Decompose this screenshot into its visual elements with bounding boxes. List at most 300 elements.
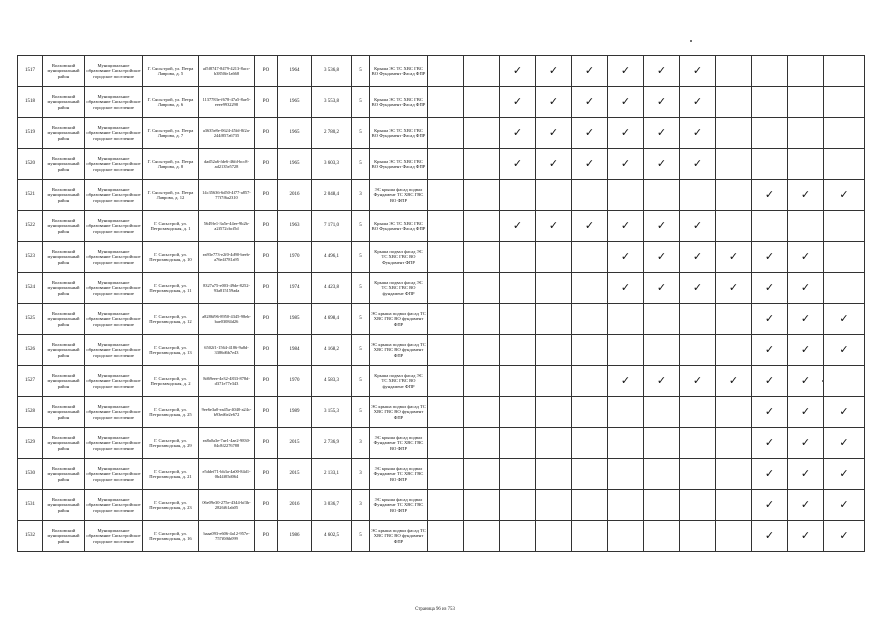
cell-year: 1970 bbox=[278, 242, 312, 273]
cell-address: Г. Сясьстрой, ул. Петрозаводская, д. 25 bbox=[143, 397, 199, 428]
checkmark-icon: ✓ bbox=[839, 467, 849, 480]
work-check-cell bbox=[608, 335, 644, 366]
cell-district: Волховский муниципальный район bbox=[43, 149, 85, 180]
cell-year: 2015 bbox=[278, 428, 312, 459]
work-check-cell bbox=[788, 149, 824, 180]
cell-address: Г. Сясьстрой, ул. Петрозаводская, д. 21 bbox=[143, 459, 199, 490]
cell-year: 1989 bbox=[278, 397, 312, 428]
cell-address: Г. Сясьстрой, ул. Петра Лаврова, д. 8 bbox=[143, 149, 199, 180]
cell-district: Волховский муниципальный район bbox=[43, 521, 85, 552]
work-check-cell bbox=[824, 490, 865, 521]
cell-area: 2 780,2 bbox=[312, 118, 352, 149]
cell-settlement: Муниципальное образование Сясьстройское городское поселение bbox=[85, 335, 143, 366]
work-check-cell bbox=[824, 366, 865, 397]
work-check-cell bbox=[824, 459, 865, 490]
work-check-cell bbox=[716, 118, 752, 149]
work-check-cell bbox=[644, 87, 680, 118]
work-check-cell bbox=[644, 428, 680, 459]
work-check-cell bbox=[680, 459, 716, 490]
work-check-cell bbox=[464, 180, 500, 211]
cell-district: Волховский муниципальный район bbox=[43, 87, 85, 118]
work-check-cell bbox=[644, 335, 680, 366]
table-row bbox=[18, 242, 865, 273]
checkmark-icon: ✓ bbox=[839, 405, 849, 418]
work-check-cell bbox=[500, 521, 536, 552]
work-check-cell bbox=[464, 335, 500, 366]
work-check-cell bbox=[428, 428, 464, 459]
cell-year: 2016 bbox=[278, 180, 312, 211]
work-check-cell bbox=[608, 397, 644, 428]
work-check-cell bbox=[788, 87, 824, 118]
table-row bbox=[18, 335, 865, 366]
cell-works: ЭС крыша фасад подвал Фундамент ТС ХВС ГВС ВО ФПР bbox=[370, 459, 428, 490]
checkmark-icon: ✓ bbox=[656, 250, 667, 263]
cell-num: 1532 bbox=[18, 521, 43, 552]
checkmark-icon: ✓ bbox=[548, 64, 559, 77]
cell-type: РО bbox=[255, 87, 278, 118]
work-check-cell bbox=[788, 180, 824, 211]
cell-district: Волховский муниципальный район bbox=[43, 397, 85, 428]
work-check-cell bbox=[608, 118, 644, 149]
work-check-cell bbox=[608, 366, 644, 397]
checkmark-icon: ✓ bbox=[728, 374, 739, 387]
checkmark-icon: ✓ bbox=[692, 64, 703, 77]
work-check-cell bbox=[788, 397, 824, 428]
work-check-cell bbox=[716, 366, 752, 397]
page-number: Страница 96 из 753 bbox=[415, 607, 455, 612]
work-check-cell bbox=[824, 521, 865, 552]
checkmark-icon: ✓ bbox=[548, 95, 559, 108]
work-check-cell bbox=[464, 490, 500, 521]
work-check-cell bbox=[788, 211, 824, 242]
checkmark-icon: ✓ bbox=[584, 219, 595, 232]
cell-num: 1531 bbox=[18, 490, 43, 521]
cell-settlement: Муниципальное образование Сясьстройское городское поселение bbox=[85, 87, 143, 118]
checkmark-icon: ✓ bbox=[764, 374, 775, 387]
cell-address: Г. Сясьстрой, ул. Петрозаводская, д. 23 bbox=[143, 490, 199, 521]
work-check-cell bbox=[572, 118, 608, 149]
checkmark-icon: ✓ bbox=[692, 374, 703, 387]
work-check-cell bbox=[788, 459, 824, 490]
work-check-cell bbox=[752, 149, 788, 180]
work-check-cell bbox=[716, 459, 752, 490]
work-check-cell bbox=[428, 118, 464, 149]
checkmark-icon: ✓ bbox=[620, 219, 631, 232]
work-check-cell bbox=[428, 149, 464, 180]
work-check-cell bbox=[716, 149, 752, 180]
checkmark-icon: ✓ bbox=[656, 126, 667, 139]
table-row bbox=[18, 87, 865, 118]
cell-area: 4 583,3 bbox=[312, 366, 352, 397]
checkmark-icon: ✓ bbox=[656, 281, 667, 294]
work-check-cell bbox=[464, 366, 500, 397]
checkmark-icon: ✓ bbox=[764, 436, 775, 449]
cell-type: РО bbox=[255, 149, 278, 180]
cell-area: 4 698,4 bbox=[312, 304, 352, 335]
work-check-cell bbox=[572, 56, 608, 87]
table-row bbox=[18, 149, 865, 180]
work-check-cell bbox=[752, 366, 788, 397]
work-check-cell bbox=[464, 304, 500, 335]
work-check-cell bbox=[680, 87, 716, 118]
cell-works: Крыша подвал фасад ЭС ТС ХВС ГВС ВО фундамент ФПР bbox=[370, 366, 428, 397]
work-check-cell bbox=[644, 459, 680, 490]
table-row bbox=[18, 366, 865, 397]
work-check-cell bbox=[572, 87, 608, 118]
cell-district: Волховский муниципальный район bbox=[43, 273, 85, 304]
work-check-cell bbox=[716, 87, 752, 118]
cell-works: Крыша ЭС ТС ХВС ГВС ВО Фундамент Фасад ФПР bbox=[370, 211, 428, 242]
work-check-cell bbox=[680, 366, 716, 397]
cell-year: 1970 bbox=[278, 366, 312, 397]
cell-floors: 3 bbox=[352, 428, 370, 459]
work-check-cell bbox=[572, 459, 608, 490]
cell-area: 4 168,2 bbox=[312, 335, 352, 366]
work-check-cell bbox=[644, 490, 680, 521]
work-check-cell bbox=[716, 304, 752, 335]
cell-num: 1525 bbox=[18, 304, 43, 335]
cell-floors: 3 bbox=[352, 180, 370, 211]
work-check-cell bbox=[788, 56, 824, 87]
cell-num: 1518 bbox=[18, 87, 43, 118]
work-check-cell bbox=[464, 118, 500, 149]
cell-works: ЭС крыша фасад подвал Фундамент ТС ХВС ГВС ВО ФПР bbox=[370, 428, 428, 459]
work-check-cell bbox=[824, 428, 865, 459]
work-check-cell bbox=[680, 335, 716, 366]
work-check-cell bbox=[428, 490, 464, 521]
cell-num: 1517 bbox=[18, 56, 43, 87]
work-check-cell bbox=[788, 490, 824, 521]
work-check-cell bbox=[752, 397, 788, 428]
work-check-cell bbox=[608, 304, 644, 335]
checkmark-icon: ✓ bbox=[512, 126, 523, 139]
checkmark-icon: ✓ bbox=[620, 64, 631, 77]
work-check-cell bbox=[500, 56, 536, 87]
cell-num: 1527 bbox=[18, 366, 43, 397]
cell-floors: 5 bbox=[352, 87, 370, 118]
work-check-cell bbox=[500, 366, 536, 397]
checkmark-icon: ✓ bbox=[620, 250, 631, 263]
work-check-cell bbox=[572, 304, 608, 335]
cell-address: Г. Сясьстрой, ул. Петрозаводская, д. 16 bbox=[143, 521, 199, 552]
cell-type: РО bbox=[255, 242, 278, 273]
work-check-cell bbox=[500, 180, 536, 211]
cell-area: 3 536,8 bbox=[312, 56, 352, 87]
checkmark-icon: ✓ bbox=[692, 281, 703, 294]
checkmark-icon: ✓ bbox=[839, 343, 849, 356]
work-check-cell bbox=[644, 273, 680, 304]
scan-speck bbox=[690, 40, 692, 42]
checkmark-icon: ✓ bbox=[764, 343, 775, 356]
work-check-cell bbox=[428, 273, 464, 304]
work-check-cell bbox=[500, 490, 536, 521]
cell-floors: 5 bbox=[352, 211, 370, 242]
work-check-cell bbox=[536, 273, 572, 304]
checkmark-icon: ✓ bbox=[584, 95, 595, 108]
work-check-cell bbox=[644, 242, 680, 273]
work-check-cell bbox=[824, 335, 865, 366]
cell-works: ЭС крыша подвал фасад ТС ХВС ГВС ВО фундамент ФПР bbox=[370, 335, 428, 366]
cell-floors: 5 bbox=[352, 366, 370, 397]
work-check-cell bbox=[824, 149, 865, 180]
cell-address: Г. Сясьстрой, ул. Петрозаводская, д. 29 bbox=[143, 428, 199, 459]
cell-uid: 9ee6e3a0-ea45a-4040-a24c-b93ed6e2e672 bbox=[199, 397, 255, 428]
work-check-cell bbox=[428, 180, 464, 211]
cell-floors: 5 bbox=[352, 521, 370, 552]
cell-area: 3 036,7 bbox=[312, 490, 352, 521]
cell-area: 2 133,1 bbox=[312, 459, 352, 490]
cell-type: РО bbox=[255, 521, 278, 552]
work-check-cell bbox=[644, 118, 680, 149]
scan-speck bbox=[822, 380, 824, 382]
work-check-cell bbox=[572, 366, 608, 397]
cell-type: РО bbox=[255, 335, 278, 366]
work-check-cell bbox=[428, 56, 464, 87]
work-check-cell bbox=[644, 397, 680, 428]
cell-works: ЭС крыша подвал фасад ТС ХВС ГВС ВО фундамент ФПР bbox=[370, 521, 428, 552]
work-check-cell bbox=[572, 397, 608, 428]
work-check-cell bbox=[464, 428, 500, 459]
cell-area: 4 496,1 bbox=[312, 242, 352, 273]
work-check-cell bbox=[608, 149, 644, 180]
cell-num: 1528 bbox=[18, 397, 43, 428]
cell-type: РО bbox=[255, 397, 278, 428]
work-check-cell bbox=[428, 459, 464, 490]
work-check-cell bbox=[788, 242, 824, 273]
cell-works: ЭС крыша подвал фасад ТС ХВС ГВС ВО фундамент ФПР bbox=[370, 397, 428, 428]
work-check-cell bbox=[428, 304, 464, 335]
work-check-cell bbox=[644, 211, 680, 242]
cell-uid: 8327a75-e003-49de-8252-93a815159ada bbox=[199, 273, 255, 304]
cell-address: Г. Сясьстрой, ул. Петрозаводская, д. 1 bbox=[143, 211, 199, 242]
checkmark-icon: ✓ bbox=[656, 157, 667, 170]
cell-floors: 5 bbox=[352, 56, 370, 87]
cell-area: 3 553,8 bbox=[312, 87, 352, 118]
work-check-cell bbox=[752, 118, 788, 149]
work-check-cell bbox=[572, 211, 608, 242]
work-check-cell bbox=[500, 335, 536, 366]
work-check-cell bbox=[428, 521, 464, 552]
work-check-cell bbox=[608, 428, 644, 459]
work-check-cell bbox=[428, 87, 464, 118]
work-check-cell bbox=[644, 56, 680, 87]
checkmark-icon: ✓ bbox=[764, 405, 775, 418]
table-row bbox=[18, 428, 865, 459]
cell-district: Волховский муниципальный район bbox=[43, 56, 85, 87]
work-check-cell bbox=[428, 335, 464, 366]
cell-district: Волховский муниципальный район bbox=[43, 211, 85, 242]
work-check-cell bbox=[716, 428, 752, 459]
cell-district: Волховский муниципальный район bbox=[43, 304, 85, 335]
checkmark-icon: ✓ bbox=[764, 250, 775, 263]
cell-year: 1984 bbox=[278, 335, 312, 366]
work-check-cell bbox=[464, 56, 500, 87]
work-check-cell bbox=[788, 118, 824, 149]
cell-type: РО bbox=[255, 366, 278, 397]
checkmark-icon: ✓ bbox=[800, 250, 811, 263]
work-check-cell bbox=[752, 242, 788, 273]
cell-num: 1523 bbox=[18, 242, 43, 273]
cell-address: Г. Сясьстрой, ул. Петрозаводская, д. 12 bbox=[143, 304, 199, 335]
work-check-cell bbox=[464, 521, 500, 552]
work-check-cell bbox=[572, 521, 608, 552]
work-check-cell bbox=[752, 87, 788, 118]
work-check-cell bbox=[428, 211, 464, 242]
work-check-cell bbox=[644, 304, 680, 335]
work-check-cell bbox=[536, 180, 572, 211]
work-check-cell bbox=[464, 397, 500, 428]
cell-floors: 5 bbox=[352, 335, 370, 366]
cell-type: РО bbox=[255, 211, 278, 242]
cell-address: Г. Сясьстрой, ул. Петрозаводская, д. 11 bbox=[143, 273, 199, 304]
work-check-cell bbox=[752, 428, 788, 459]
table-row bbox=[18, 211, 865, 242]
cell-works: ЭС крыша фасад подвал Фундамент ТС ХВС ГВС ВО ФПР bbox=[370, 490, 428, 521]
work-check-cell bbox=[608, 490, 644, 521]
work-check-cell bbox=[500, 428, 536, 459]
cell-floors: 5 bbox=[352, 304, 370, 335]
work-check-cell bbox=[680, 397, 716, 428]
work-check-cell bbox=[464, 211, 500, 242]
table-row bbox=[18, 397, 865, 428]
work-check-cell bbox=[680, 304, 716, 335]
cell-floors: 3 bbox=[352, 459, 370, 490]
checkmark-icon: ✓ bbox=[800, 498, 811, 511]
table-row bbox=[18, 490, 865, 521]
work-check-cell bbox=[608, 273, 644, 304]
cell-works: Крыша подвал фасад ЭС ТС ХВС ГВС ВО Фундамент ФПР bbox=[370, 242, 428, 273]
work-check-cell bbox=[680, 521, 716, 552]
checkmark-icon: ✓ bbox=[728, 250, 739, 263]
work-check-cell bbox=[608, 211, 644, 242]
cell-district: Волховский муниципальный район bbox=[43, 366, 85, 397]
cell-settlement: Муниципальное образование Сясьстройское городское поселение bbox=[85, 273, 143, 304]
cell-type: РО bbox=[255, 428, 278, 459]
cell-uid: 6502f1-1564-4186-9a8d-3386d6b7e43 bbox=[199, 335, 255, 366]
cell-district: Волховский муниципальный район bbox=[43, 242, 85, 273]
cell-address: Г. Сясьстрой, ул. Петрозаводская, д. 13 bbox=[143, 335, 199, 366]
cell-num: 1529 bbox=[18, 428, 43, 459]
work-check-cell bbox=[716, 180, 752, 211]
work-check-cell bbox=[536, 459, 572, 490]
checkmark-icon: ✓ bbox=[839, 436, 849, 449]
checkmark-icon: ✓ bbox=[764, 498, 775, 511]
work-check-cell bbox=[500, 118, 536, 149]
work-check-cell bbox=[824, 118, 865, 149]
checkmark-icon: ✓ bbox=[692, 250, 703, 263]
work-check-cell bbox=[752, 180, 788, 211]
cell-settlement: Муниципальное образование Сясьстройское городское поселение bbox=[85, 211, 143, 242]
cell-floors: 5 bbox=[352, 149, 370, 180]
work-check-cell bbox=[680, 211, 716, 242]
checkmark-icon: ✓ bbox=[584, 64, 595, 77]
work-check-cell bbox=[536, 242, 572, 273]
cell-year: 2016 bbox=[278, 490, 312, 521]
work-check-cell bbox=[464, 273, 500, 304]
cell-address: Г. Сясьстрой, ул. Петра Лаврова, д. 5 bbox=[143, 56, 199, 87]
work-check-cell bbox=[536, 490, 572, 521]
cell-num: 1530 bbox=[18, 459, 43, 490]
work-check-cell bbox=[716, 335, 752, 366]
cell-uid: ea8a0a3e-7ae1-4ae2-9830-04c8f2276788 bbox=[199, 428, 255, 459]
table-row bbox=[18, 118, 865, 149]
cell-type: РО bbox=[255, 273, 278, 304]
work-check-cell bbox=[536, 118, 572, 149]
work-check-cell bbox=[464, 87, 500, 118]
cell-floors: 5 bbox=[352, 273, 370, 304]
register-table bbox=[17, 55, 865, 552]
checkmark-icon: ✓ bbox=[800, 312, 811, 325]
cell-num: 1520 bbox=[18, 149, 43, 180]
work-check-cell bbox=[572, 180, 608, 211]
cell-works: ЭС крыша подвал фасад ТС ХВС ГВС ВО фундамент ФПР bbox=[370, 304, 428, 335]
work-check-cell bbox=[752, 304, 788, 335]
checkmark-icon: ✓ bbox=[584, 126, 595, 139]
work-check-cell bbox=[824, 180, 865, 211]
checkmark-icon: ✓ bbox=[839, 312, 849, 325]
cell-num: 1522 bbox=[18, 211, 43, 242]
cell-district: Волховский муниципальный район bbox=[43, 428, 85, 459]
cell-year: 1985 bbox=[278, 304, 312, 335]
checkmark-icon: ✓ bbox=[839, 188, 849, 201]
work-check-cell bbox=[824, 304, 865, 335]
work-check-cell bbox=[752, 273, 788, 304]
cell-district: Волховский муниципальный район bbox=[43, 490, 85, 521]
work-check-cell bbox=[536, 335, 572, 366]
work-check-cell bbox=[464, 149, 500, 180]
cell-year: 1963 bbox=[278, 211, 312, 242]
cell-address: Г. Сясьстрой, ул. Петрозаводская, д. 10 bbox=[143, 242, 199, 273]
checkmark-icon: ✓ bbox=[512, 95, 523, 108]
work-check-cell bbox=[428, 242, 464, 273]
work-check-cell bbox=[752, 335, 788, 366]
checkmark-icon: ✓ bbox=[800, 436, 811, 449]
checkmark-icon: ✓ bbox=[728, 281, 739, 294]
cell-type: РО bbox=[255, 56, 278, 87]
work-check-cell bbox=[500, 242, 536, 273]
work-check-cell bbox=[788, 521, 824, 552]
work-check-cell bbox=[788, 304, 824, 335]
cell-settlement: Муниципальное образование Сясьстройское городское поселение bbox=[85, 56, 143, 87]
work-check-cell bbox=[752, 521, 788, 552]
table-row bbox=[18, 180, 865, 211]
cell-works: Крыша ЭС ТС ХВС ГВС ВО Фундамент Фасад ФПР bbox=[370, 149, 428, 180]
cell-floors: 5 bbox=[352, 118, 370, 149]
table-row bbox=[18, 273, 865, 304]
checkmark-icon: ✓ bbox=[764, 188, 775, 201]
work-check-cell bbox=[500, 397, 536, 428]
cell-type: РО bbox=[255, 118, 278, 149]
checkmark-icon: ✓ bbox=[512, 219, 523, 232]
checkmark-icon: ✓ bbox=[800, 467, 811, 480]
cell-settlement: Муниципальное образование Сясьстройское городское поселение bbox=[85, 490, 143, 521]
checkmark-icon: ✓ bbox=[800, 405, 811, 418]
cell-num: 1526 bbox=[18, 335, 43, 366]
cell-uid: 14c35636-6d50-4f77-a857-77f7f6a2310 bbox=[199, 180, 255, 211]
checkmark-icon: ✓ bbox=[656, 64, 667, 77]
work-check-cell bbox=[500, 273, 536, 304]
work-check-cell bbox=[788, 273, 824, 304]
work-check-cell bbox=[716, 211, 752, 242]
work-check-cell bbox=[716, 242, 752, 273]
work-check-cell bbox=[608, 56, 644, 87]
work-check-cell bbox=[644, 521, 680, 552]
cell-year: 1965 bbox=[278, 149, 312, 180]
cell-district: Волховский муниципальный район bbox=[43, 180, 85, 211]
checkmark-icon: ✓ bbox=[620, 374, 631, 387]
checkmark-icon: ✓ bbox=[620, 157, 631, 170]
checkmark-icon: ✓ bbox=[512, 157, 523, 170]
